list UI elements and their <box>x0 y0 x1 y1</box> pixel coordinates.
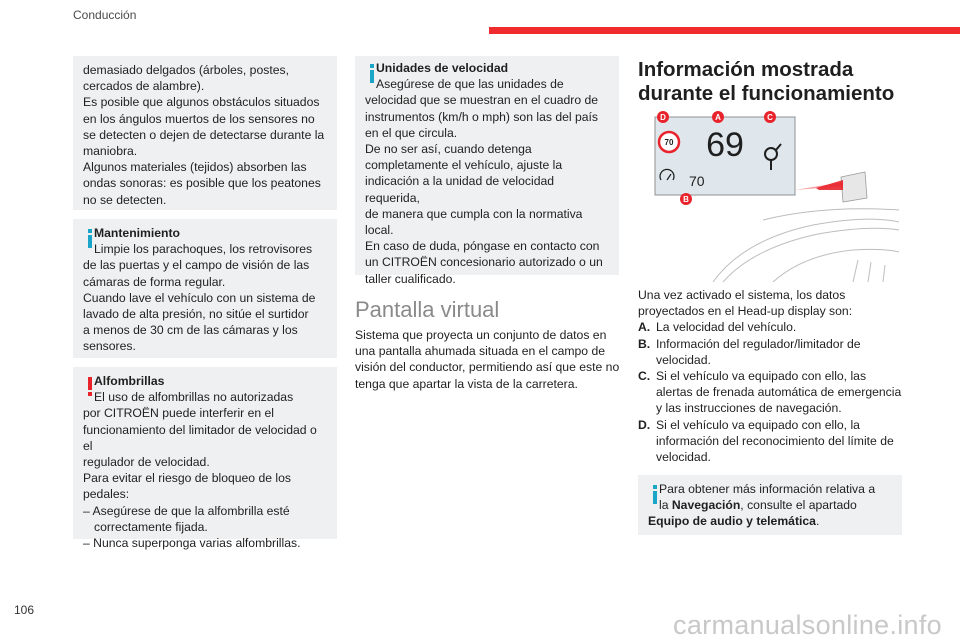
text-line: – Nunca superponga varias alfombrillas. <box>83 536 301 551</box>
text-line: Información del regulador/limitador de <box>656 336 861 351</box>
text-line: Asegúrese de que las unidades de <box>376 77 564 92</box>
text-line: taller cualificado. <box>365 271 456 286</box>
text-line: funcionamiento del limitador de velocidad o el <box>83 422 317 453</box>
text-line: completamente el vehículo, ajuste la <box>365 158 563 173</box>
text-line: lavado de alta presión, no sitúe el surtidor <box>83 307 309 322</box>
note-box-sensors <box>73 56 337 210</box>
text-line: En caso de duda, póngase en contacto con <box>365 239 600 254</box>
page-number: 106 <box>14 603 35 617</box>
list-item-label: C. <box>638 369 651 384</box>
info-icon <box>653 485 657 504</box>
text-line <box>648 497 892 513</box>
note-box-speed-units <box>355 56 619 286</box>
text-line: velocidad. <box>656 352 711 367</box>
watermark: carmanualsonline.info <box>673 610 942 640</box>
running-header: Conducción <box>73 8 137 22</box>
callout-d: D <box>660 113 666 122</box>
text-line: La velocidad del vehículo. <box>656 320 797 335</box>
text-line: información del reconocimiento del límite de <box>656 433 894 448</box>
text-line: tenga que apartar la vista de la carretera. <box>355 376 578 391</box>
vehicle-speed: 69 <box>706 126 744 164</box>
list-item <box>638 368 906 417</box>
title-line: Información mostrada <box>638 58 854 81</box>
section-body <box>355 327 625 392</box>
text-line: ondas sonoras: es posible que los peatones <box>83 176 321 191</box>
text-line: De no ser así, cuando detenga <box>365 142 532 157</box>
speed-limit-sign-value: 70 <box>664 138 674 147</box>
section-heading: Pantalla virtual <box>355 297 500 322</box>
warning-icon <box>88 377 92 396</box>
text-line: Para evitar el riesgo de bloqueo de los <box>83 471 291 486</box>
text-line: velocidad que se muestran en el cuadro de <box>365 93 599 108</box>
text-line: alertas de frenada automática de emergencia <box>656 385 902 400</box>
header-accent-bar <box>489 27 960 34</box>
text-fragment: . <box>815 514 820 529</box>
text-line: Cuando lave el vehículo con un sistema de <box>83 290 316 305</box>
text-fragment-bold: Navegación <box>671 498 741 513</box>
note-box-navigation <box>638 475 902 535</box>
text-line: sensores. <box>83 339 136 354</box>
text-line: local. <box>365 223 394 238</box>
list-item <box>638 319 906 335</box>
text-line: indicación a la unidad de velocidad requerida, <box>365 174 555 205</box>
text-line: Si el vehículo va equipado con ello, las <box>656 369 867 384</box>
text-line: Una vez activado el sistema, los datos <box>638 288 846 302</box>
box-title: Unidades de velocidad <box>376 61 509 75</box>
text-line: no se detecten. <box>83 192 167 207</box>
text-line: Es posible que algunos obstáculos situados <box>83 95 320 110</box>
text-line: correctamente fijada. <box>94 519 208 534</box>
title-line: durante el funcionamiento <box>638 82 895 105</box>
text-line: El uso de alfombrillas no autorizadas <box>94 390 294 405</box>
info-icon <box>88 229 92 248</box>
callout-c: C <box>767 113 773 122</box>
text-line: a menos de 30 cm de las cámaras y los <box>83 323 298 338</box>
box-title: Mantenimiento <box>94 226 180 240</box>
text-line: Sistema que proyecta un conjunto de datos en <box>355 328 607 342</box>
text-line: Limpie los parachoques, los retrovisores <box>94 242 313 257</box>
box-title: Alfombrillas <box>94 374 165 388</box>
text-line: por CITROËN puede interferir en el <box>83 406 275 421</box>
list-item-label: A. <box>638 320 651 335</box>
text-line: proyectados en el Head-up display son: <box>638 304 853 319</box>
text-line: cámaras de forma regular. <box>83 274 226 289</box>
text-line: de manera que cumpla con la normativa <box>365 206 583 221</box>
text-line: regulador de velocidad. <box>83 455 210 470</box>
text-line: se detecten o dejen de detectarse durante la <box>83 127 325 142</box>
text-line: Si el vehículo va equipado con ello, la <box>656 417 860 432</box>
text-line: una pantalla ahumada situada en el campo de <box>355 344 606 359</box>
text-line: visión del conductor, permitiendo así que este no <box>355 360 620 375</box>
text-line: velocidad. <box>656 450 711 465</box>
text-fragment: la <box>659 498 672 513</box>
text-line: instrumentos (km/h o mph) son las del país <box>365 109 599 124</box>
page-title <box>638 58 908 106</box>
text-line: demasiado delgados (árboles, postes, <box>83 63 289 77</box>
warning-box-mats <box>73 367 337 551</box>
text-line <box>648 513 892 529</box>
text-line: en el que circula. <box>365 125 458 140</box>
text-line: maniobra. <box>83 144 138 159</box>
text-line: y las instrucciones de navegación. <box>656 401 842 416</box>
list-item-label: B. <box>638 336 651 351</box>
note-box-maintenance <box>73 219 337 358</box>
text-line: de las puertas y el campo de visión de las <box>83 258 310 273</box>
head-up-display-illustration <box>653 110 899 282</box>
cruise-control-value: 70 <box>689 173 705 189</box>
list-item <box>638 417 906 466</box>
list-item <box>638 336 906 368</box>
callout-a: A <box>715 113 721 122</box>
text-line: un CITROËN concesionario autorizado o un <box>365 255 603 270</box>
text-line: Para obtener más información relativa a <box>659 482 876 496</box>
text-line: cercados de alambre). <box>83 79 205 94</box>
list-item-label: D. <box>638 417 651 432</box>
text-line: Algunos materiales (tejidos) absorben las <box>83 160 307 175</box>
text-line: pedales: <box>83 487 130 502</box>
text-fragment: , consulte el apartado <box>740 498 857 513</box>
info-icon <box>370 64 374 83</box>
text-line: en los ángulos muertos de los sensores no <box>83 111 315 126</box>
text-line: – Asegúrese de que la alfombrilla esté <box>83 503 290 518</box>
callout-b: B <box>683 195 689 204</box>
text-fragment-bold: Equipo de audio y telemática <box>648 514 816 529</box>
hud-description <box>638 287 906 465</box>
